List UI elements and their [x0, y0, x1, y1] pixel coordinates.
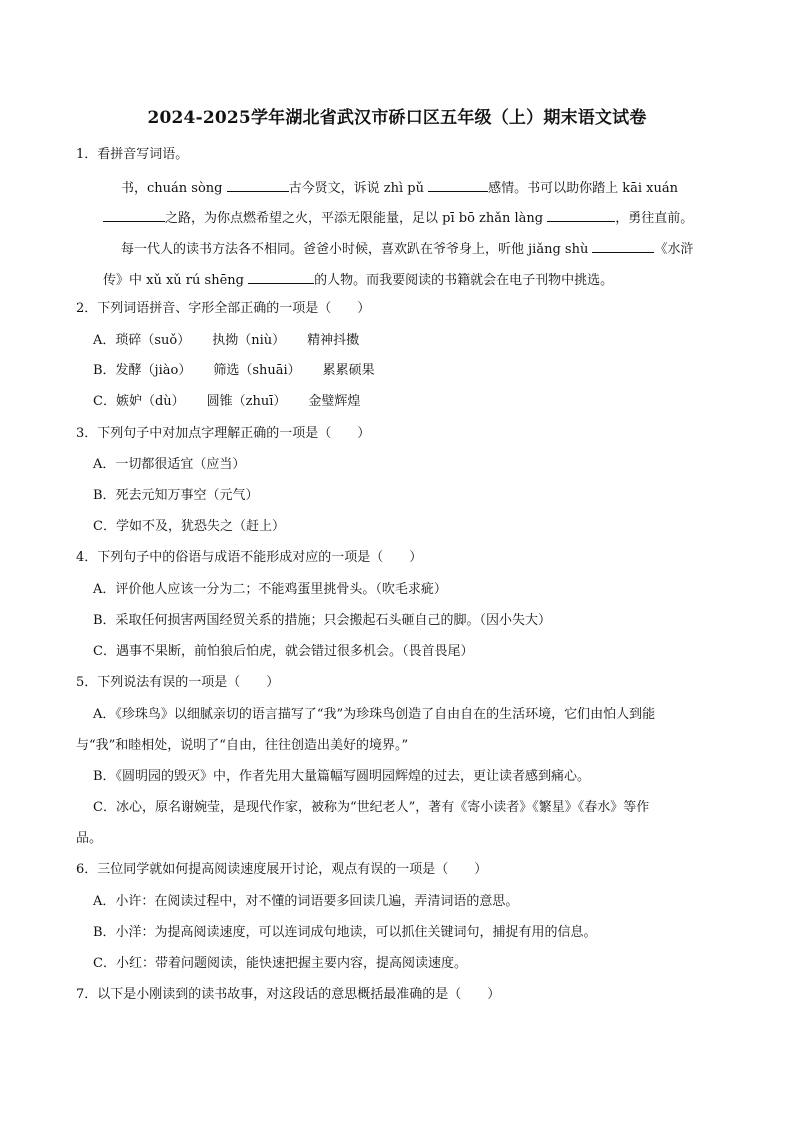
q1-text: 每一代人的读书方法各不相同。爸爸小时候，喜欢趴在爷爷身上，听他 jiǎng shù [121, 242, 589, 257]
answer-blank[interactable] [547, 207, 615, 222]
q1-passage-line-3 [121, 238, 693, 259]
q2-a-word-1: A．琐碎（suǒ） [93, 333, 191, 348]
q2-option-a[interactable] [93, 332, 359, 350]
q2-c-word-1: C．嫉妒（dù） [93, 394, 185, 409]
q1-text: 感情。书可以助你踏上 kāi xuán [488, 181, 678, 196]
q6-option-a[interactable]: A．小许：在阅读过程中，对不懂的词语要多回读几遍，弄清词语的意思。 [93, 894, 519, 909]
q1-text: 书，chuán sòng [121, 181, 223, 196]
q1-text: 《水浒 [654, 242, 694, 257]
answer-blank[interactable] [227, 177, 289, 192]
q5-option-a[interactable]: A．《珍珠鸟》以细腻亲切的语言描写了“我”为珍珠鸟创造了自由自在的生活环境，它们由怕人到能 [93, 707, 656, 722]
q2-b-word-1: B．发酵（jiào） [93, 363, 192, 378]
q1-passage-line-2 [103, 207, 693, 228]
q5-stem: 5．下列说法有误的一项是（ ） [76, 675, 280, 690]
q6-stem: 6．三位同学就如何提高阅读速度展开讨论，观点有误的一项是（ ） [76, 862, 488, 877]
q1-passage-line-4 [103, 269, 613, 290]
q3-option-b[interactable]: B．死去元知万事空（元气） [93, 488, 259, 503]
q1-text: 的人物。而我要阅读的书籍就会在电子刊物中挑选。 [314, 273, 614, 288]
q1-text: 传》中 xǔ xǔ rú shēng [103, 273, 244, 288]
q7-stem: 7．以下是小刚读到的读书故事，对这段话的意思概括最准确的是（ ） [76, 987, 501, 1002]
q1-stem: 1．看拼音写词语。 [76, 147, 189, 162]
q3-option-a[interactable]: A．一切都很适宜（应当） [93, 457, 246, 472]
q2-a-word-2: 执拗（niù） [212, 333, 286, 348]
q3-stem: 3．下列句子中对加点字理解正确的一项是（ ） [76, 426, 371, 441]
q3-option-c[interactable]: C．学如不及，犹恐失之（赶上） [93, 519, 285, 534]
q1-passage-line-1 [121, 177, 678, 198]
q1-text: ，勇往直前。 [615, 211, 694, 226]
q2-option-b[interactable] [93, 362, 375, 380]
q2-option-c[interactable] [93, 393, 360, 411]
q4-option-a[interactable]: A．评价他人应该一分为二；不能鸡蛋里挑骨头。（吹毛求疵） [93, 582, 447, 597]
q5-option-a-cont: 与“我”和睦相处，说明了“自由，往往创造出美好的境界。” [76, 738, 409, 753]
q6-option-c[interactable]: C．小红：带着问题阅读，能快速把握主要内容，提高阅读速度。 [93, 956, 467, 971]
exam-title: 2024-2025学年湖北省武汉市硚口区五年级（上）期末语文试卷 [147, 108, 647, 128]
q4-option-b[interactable]: B．采取任何损害两国经贸关系的措施；只会搬起石头砸自己的脚。（因小失大） [93, 613, 552, 628]
q4-option-c[interactable]: C．遇事不果断，前怕狼后怕虎，就会错过很多机会。（畏首畏尾） [93, 644, 474, 659]
q2-b-word-3: 累累硕果 [322, 363, 375, 378]
q6-option-b[interactable]: B．小洋：为提高阅读速度，可以连词成句地读，可以抓住关键词句，捕捉有用的信息。 [93, 925, 597, 940]
q2-b-word-2: 筛选（shuāi） [213, 363, 301, 378]
q2-a-word-3: 精神抖擞 [307, 333, 360, 348]
answer-blank[interactable] [428, 177, 488, 192]
q4-stem: 4．下列句子中的俗语与成语不能形成对应的一项是（ ） [76, 550, 423, 565]
q5-option-c[interactable]: C．冰心，原名谢婉莹，是现代作家，被称为“世纪老人”，著有《寄小读者》《繁星》《春水》等作 [93, 800, 650, 815]
q1-text: 古今贤文，诉说 zhì pǔ [288, 181, 424, 196]
q2-c-word-3: 金璧辉煌 [308, 394, 361, 409]
q2-c-word-2: 圆锥（zhuī） [206, 394, 287, 409]
q5-option-c-cont: 品。 [76, 831, 103, 846]
answer-blank[interactable] [103, 207, 165, 222]
q5-option-b[interactable]: B．《圆明园的毁灭》中，作者先用大量篇幅写圆明园辉煌的过去，更让读者感到痛心。 [93, 769, 591, 784]
q2-stem: 2．下列词语拼音、字形全部正确的一项是（ ） [76, 301, 371, 316]
answer-blank[interactable] [592, 238, 654, 253]
answer-blank[interactable] [248, 269, 314, 284]
q1-text: 之路，为你点燃希望之火，平添无限能量，足以 pī bō zhǎn làng [165, 211, 544, 226]
